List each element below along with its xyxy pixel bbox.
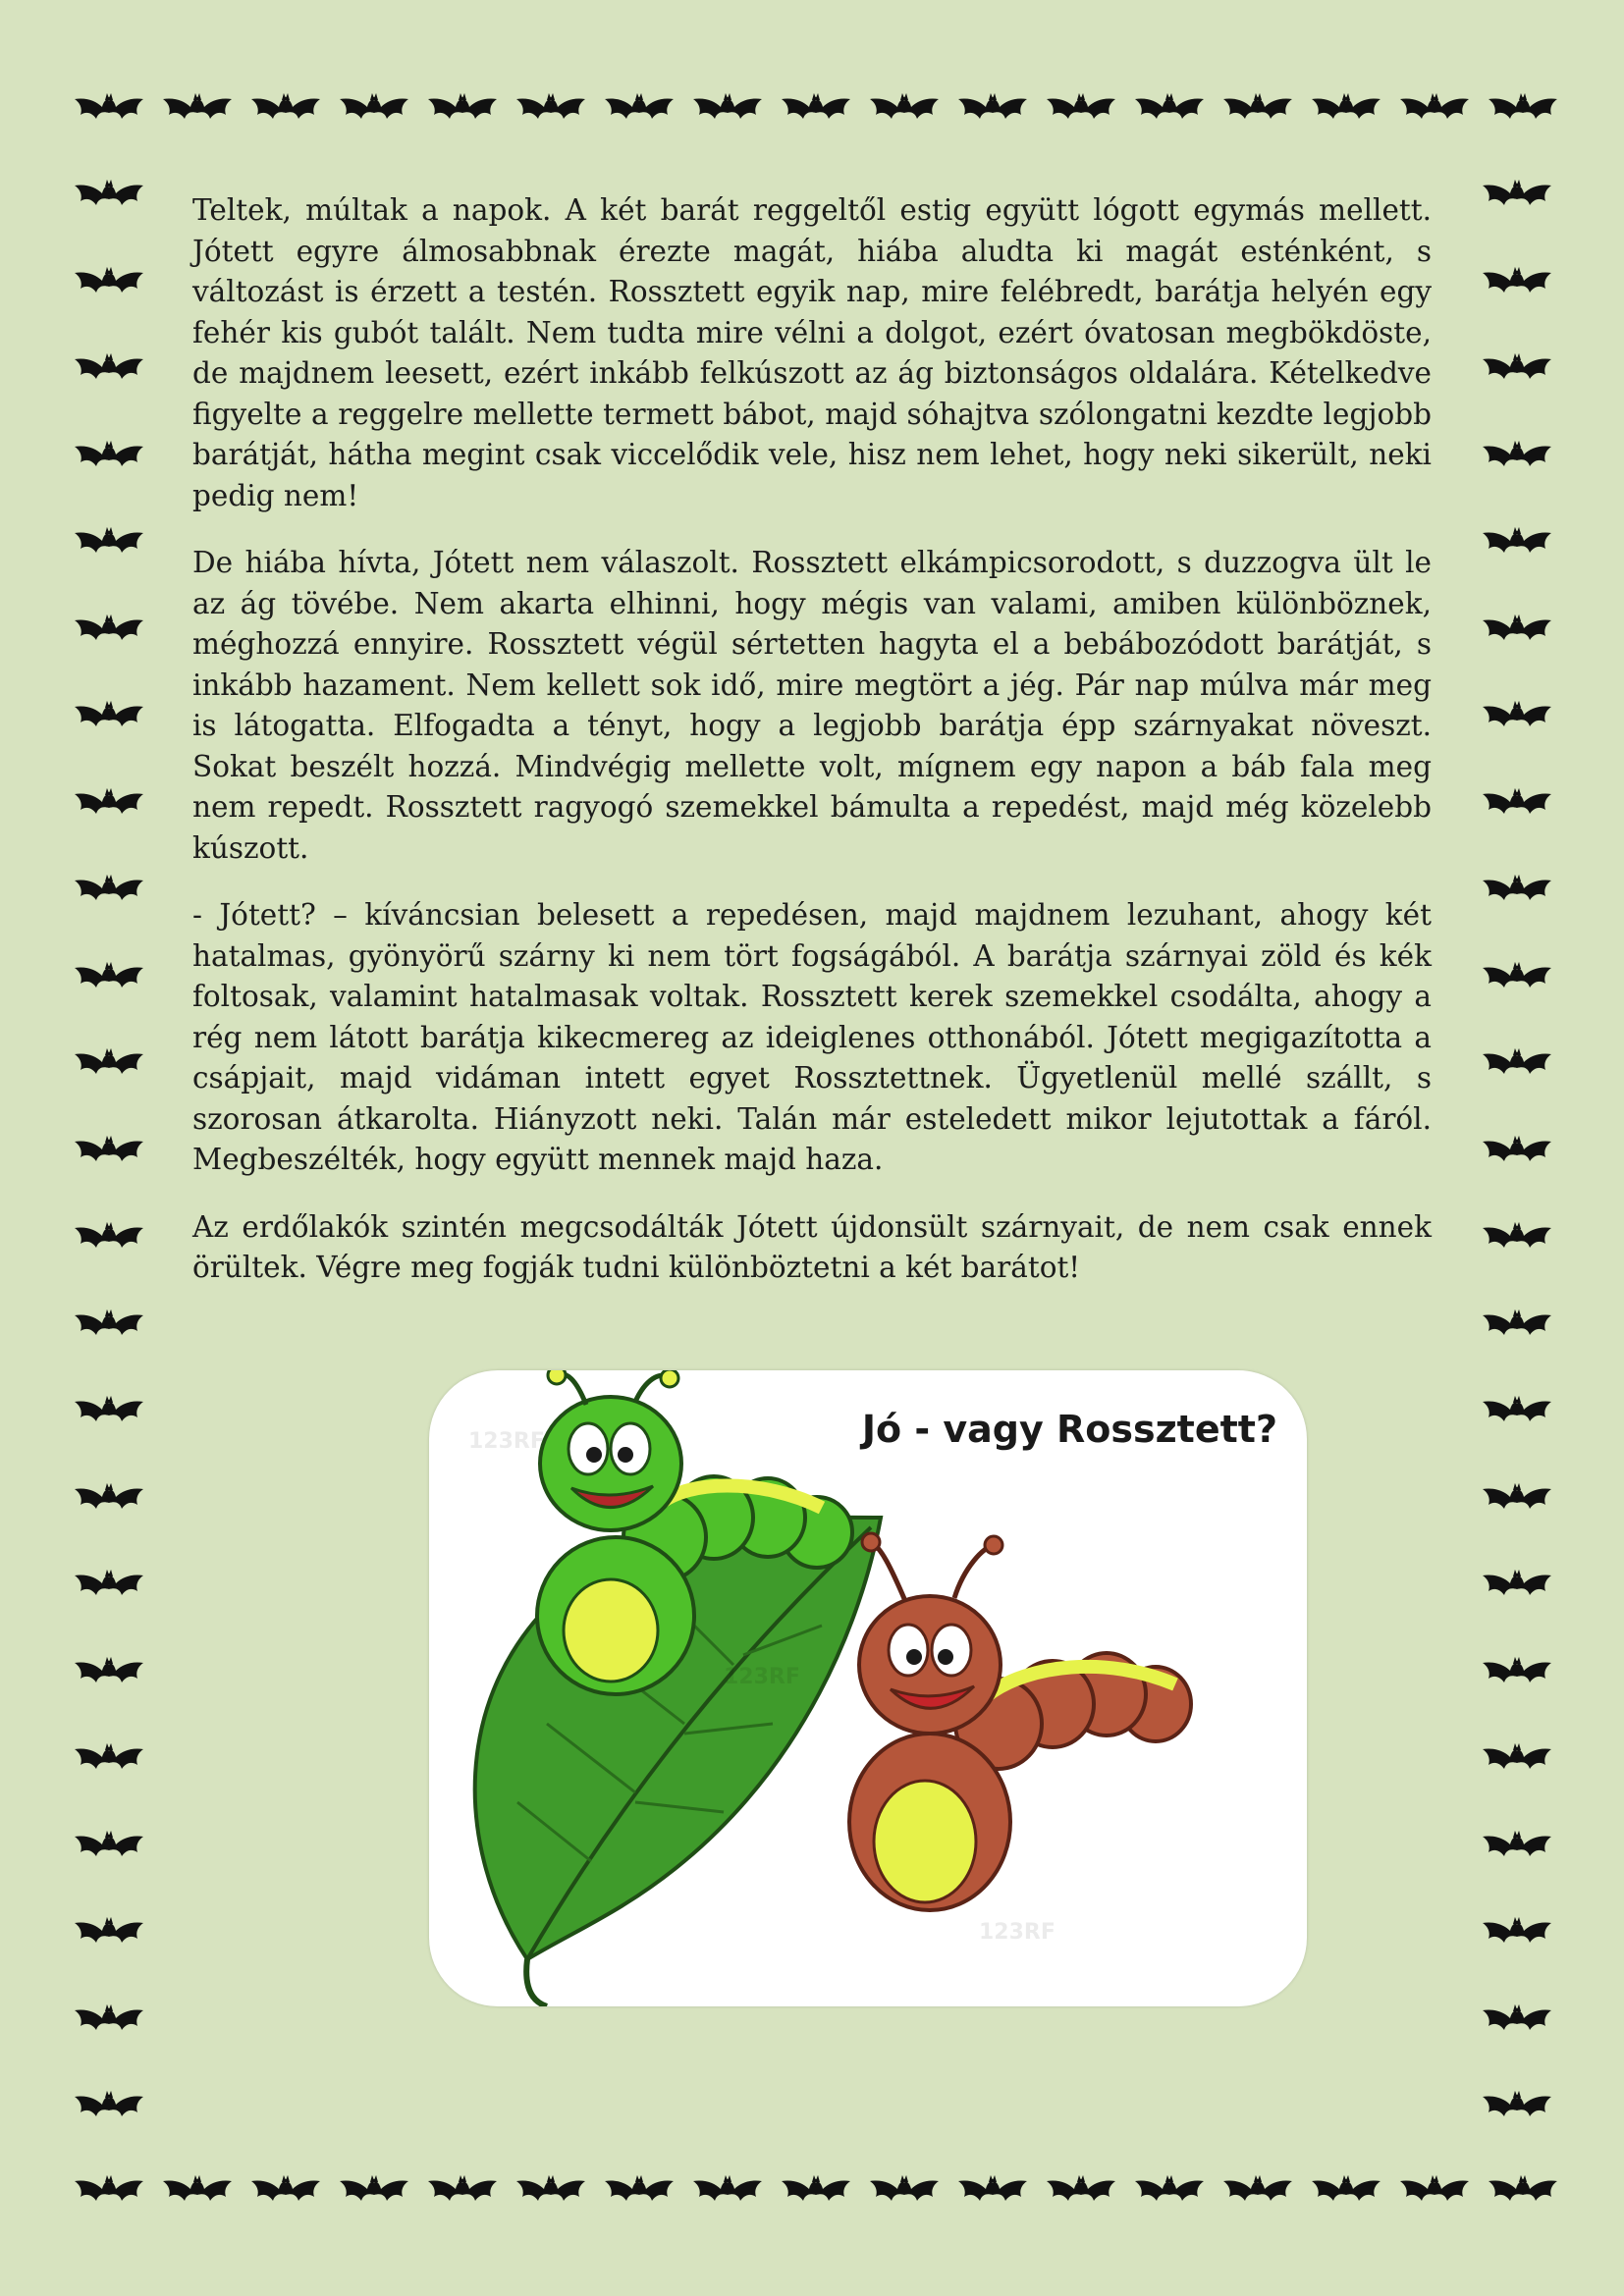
brown-caterpillar-icon bbox=[849, 1533, 1191, 1910]
bat-icon bbox=[73, 257, 145, 306]
bat-icon bbox=[426, 2165, 499, 2215]
bat-icon bbox=[73, 1386, 145, 1435]
bat-icon bbox=[73, 1647, 145, 1696]
bat-icon bbox=[514, 2165, 587, 2215]
bat-icon bbox=[1481, 1473, 1553, 1522]
bat-icon bbox=[603, 83, 676, 133]
bat-icon bbox=[73, 2165, 145, 2215]
bat-icon bbox=[1045, 2165, 1117, 2215]
bat-icon bbox=[73, 2081, 145, 2130]
bat-icon bbox=[161, 2165, 234, 2215]
bat-icon bbox=[1481, 605, 1553, 654]
illustration-title: Jó - vagy Rossztett? bbox=[861, 1408, 1277, 1451]
bat-icon bbox=[73, 1473, 145, 1522]
bat-icon bbox=[249, 2165, 322, 2215]
bat-icon bbox=[73, 1995, 145, 2044]
bat-icon bbox=[161, 83, 234, 133]
bat-icon bbox=[1398, 83, 1471, 133]
bat-icon bbox=[73, 1212, 145, 1261]
bat-icon bbox=[691, 2165, 764, 2215]
bat-icon bbox=[1133, 83, 1206, 133]
bat-icon bbox=[73, 865, 145, 914]
bat-icon bbox=[1481, 517, 1553, 566]
story-text bbox=[192, 190, 1432, 1315]
bat-icon bbox=[1481, 1386, 1553, 1435]
bat-icon bbox=[780, 83, 852, 133]
bat-icon bbox=[1481, 1907, 1553, 1956]
bat-icon bbox=[1045, 83, 1117, 133]
bat-icon bbox=[338, 2165, 410, 2215]
bat-icon bbox=[73, 170, 145, 219]
bat-icon bbox=[1481, 170, 1553, 219]
bat-icon bbox=[1221, 2165, 1294, 2215]
bat-icon bbox=[1481, 1821, 1553, 1870]
caterpillar-illustration bbox=[429, 1370, 1307, 2006]
bat-icon bbox=[426, 83, 499, 133]
watermark-text: 123RF bbox=[468, 1429, 545, 1454]
bat-icon bbox=[73, 778, 145, 828]
bat-icon bbox=[73, 691, 145, 740]
bat-icon bbox=[868, 2165, 941, 2215]
bat-icon bbox=[1133, 2165, 1206, 2215]
bat-icon bbox=[73, 1560, 145, 1609]
bat-icon bbox=[1481, 1995, 1553, 2044]
bat-icon bbox=[73, 431, 145, 480]
bat-icon bbox=[956, 83, 1029, 133]
bat-icon bbox=[73, 517, 145, 566]
bat-icon bbox=[1310, 83, 1382, 133]
bat-icon bbox=[1481, 1560, 1553, 1609]
bat-icon bbox=[1398, 2165, 1471, 2215]
story-paragraph-4: Az erdőlakók szintén megcsodálták Jótett újdonsült szárnyait, de nem csak ennek örültek. Végre meg fogják tudni különböztetni a két barátot! bbox=[192, 1209, 1432, 1284]
bat-icon bbox=[1481, 952, 1553, 1001]
bat-icon bbox=[1481, 257, 1553, 306]
bat-icon bbox=[956, 2165, 1029, 2215]
bat-icon bbox=[73, 1734, 145, 1783]
bat-icon bbox=[73, 83, 145, 133]
bat-icon bbox=[1481, 1126, 1553, 1175]
bat-icon bbox=[868, 83, 941, 133]
bat-icon bbox=[73, 344, 145, 393]
bat-icon bbox=[1481, 865, 1553, 914]
bat-icon bbox=[73, 1821, 145, 1870]
bat-icon bbox=[1487, 83, 1559, 133]
story-paragraph-1: Teltek, múltak a napok. A két barát reggeltől estig együtt lógott egymás mellett. Jótett egyre álmosabbnak érezte magát, hiába aludta ki magát esténként, s változást is érzett a testén. Rossztett egyik nap, mire felébredt, barátja helyén egy fehér kis gubót talált. Nem tudta mire vélni a dolgot, ezért óvatosan megbökdöste, de majdnem leesett, ezért inkább felkúszott az ág biztonságos oldalára. Kételkedve figyelte a reggelre mellette termett bábot, majd sóhajtva szólongatni kezdte legjobb barátját, hátha megint csak viccelődik vele, hisz nem lehet, hogy neki sikerült, neki pedig nem! bbox=[192, 193, 1432, 512]
bat-icon bbox=[1481, 1212, 1553, 1261]
bat-icon bbox=[1221, 83, 1294, 133]
caterpillars-image bbox=[429, 1370, 1307, 2006]
bat-icon bbox=[603, 2165, 676, 2215]
bat-icon bbox=[780, 2165, 852, 2215]
bat-icon bbox=[73, 1907, 145, 1956]
bat-icon bbox=[249, 83, 322, 133]
bat-icon bbox=[1481, 1039, 1553, 1088]
bat-icon bbox=[1481, 2081, 1553, 2130]
story-paragraph-3: - Jótett? – kíváncsian belesett a repedésen, majd majdnem lezuhant, ahogy két hatalmas, gyönyörű szárny ki nem tört fogságából. A barátja szárnyai zöld és kék foltosak, valamint hatalmasak voltak. Rossztett kerek szemekkel csodálta, ahogy a rég nem látott barátja kikecmereg az ideiglenes otthonából. Jótett megigazította a csápjait, majd vidáman intett egyet Rossztettnek. Ügyetlenül mellé szállt, s szorosan átkarolta. Hiányzott neki. Talán már esteledett mikor lejutottak a fáról. Megbeszélték, hogy együtt mennek majd haza. bbox=[192, 898, 1432, 1176]
bat-icon bbox=[73, 1126, 145, 1175]
bat-icon bbox=[73, 1039, 145, 1088]
bat-icon bbox=[1487, 2165, 1559, 2215]
bat-icon bbox=[73, 605, 145, 654]
bat-icon bbox=[1481, 778, 1553, 828]
bat-icon bbox=[1310, 2165, 1382, 2215]
bat-icon bbox=[338, 83, 410, 133]
bat-icon bbox=[1481, 431, 1553, 480]
bat-icon bbox=[73, 1300, 145, 1349]
bat-icon bbox=[691, 83, 764, 133]
story-paragraph-2: De hiába hívta, Jótett nem válaszolt. Rossztett elkámpicsorodott, s duzzogva ült le az ág tövébe. Nem akarta elhinni, hogy mégis van valami, amiben különböznek, méghozzá ennyire. Rossztett végül sértetten hagyta el a bebábozódott barátját, s inkább hazament. Nem kellett sok idő, mire megtört a jég. Pár nap múlva már meg is látogatta. Elfogadta a tényt, hogy a legjobb barátja épp szárnyakat növeszt. Sokat beszélt hozzá. Mindvégig mellette volt, mígnem egy napon a báb fala meg nem repedt. Rossztett ragyogó szemekkel bámulta a repedést, majd még közelebb kúszott. bbox=[192, 546, 1432, 865]
bat-icon bbox=[514, 83, 587, 133]
bat-icon bbox=[1481, 1647, 1553, 1696]
bat-icon bbox=[1481, 1300, 1553, 1349]
bat-icon bbox=[1481, 344, 1553, 393]
bat-icon bbox=[1481, 691, 1553, 740]
bat-icon bbox=[1481, 1734, 1553, 1783]
watermark-text: 123RF bbox=[979, 1920, 1056, 1945]
watermark-text: 123RF bbox=[724, 1665, 800, 1689]
bat-icon bbox=[73, 952, 145, 1001]
